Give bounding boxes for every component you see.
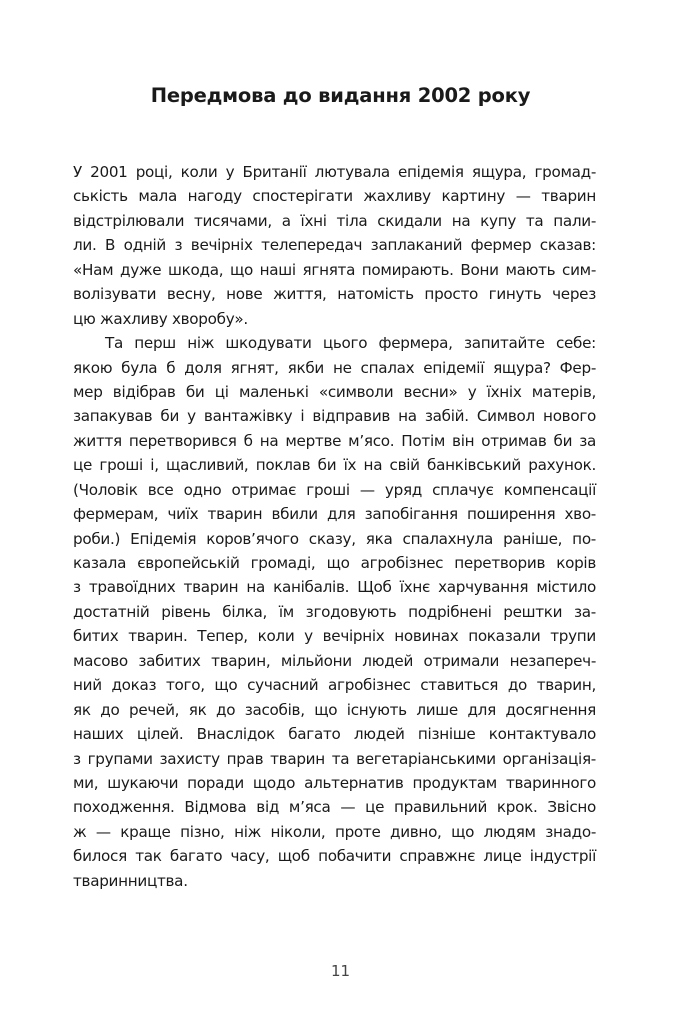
- chapter-title: Передмова до видання 2002 року: [150, 84, 531, 107]
- text-line: якою була б доля ягнят, якби не спалах епідемії ящура? Фер-: [73, 358, 596, 377]
- text-line: відстрілювали тисячами, а їхні тіла скидали на купу та пали-: [73, 211, 596, 230]
- text-line: ськість мала нагоду спостерігати жахливу картину — тварин: [73, 187, 596, 206]
- text-line: роби.) Епідемія коров’ячого сказу, яка спалахнула раніше, по-: [73, 529, 596, 548]
- text-line: життя перетворився б на мертве м’ясо. Потім він отримав би за: [73, 431, 596, 450]
- text-line: достатній рівень білка, їм згодовують подрібнені рештки за-: [73, 602, 596, 621]
- text-line: битих тварин. Тепер, коли у вечірніх новинах показали трупи: [73, 627, 596, 646]
- text-line: походження. Відмова від м’яса — це правильний крок. Звісно: [73, 798, 596, 817]
- text-line: запакував би у вантажівку і відправив на забій. Символ нового: [73, 407, 596, 426]
- text-line: ж — краще пізно, ніж ніколи, проте дивно, що людям знадо-: [73, 822, 596, 841]
- text-line: з травоїдних тварин на канібалів. Щоб їхнє харчування містило: [73, 578, 596, 597]
- text-line: мер відібрав би ці маленькі «символи весни» у їхніх матерів,: [73, 382, 596, 401]
- text-line: волізувати весну, нове життя, натомість просто гинуть через: [73, 285, 596, 304]
- text-line: Та перш ніж шкодувати цього фермера, запитайте себе:: [105, 334, 596, 353]
- text-line: як до речей, як до засобів, що існують лише для досягнення: [73, 700, 596, 719]
- text-line: билося так багато часу, щоб побачити справжнє лице індустрії: [73, 847, 596, 866]
- paragraph-1: [73, 160, 596, 331]
- text-line: з групами захисту прав тварин та вегетаріанськими організація-: [73, 749, 596, 768]
- text-line: наших цілей. Внаслідок багато людей пізніше контактувало: [73, 725, 596, 744]
- text-line: тваринництва.: [73, 871, 188, 890]
- text-line: це гроші і, щасливий, поклав би їх на свій банківський рахунок.: [73, 456, 596, 475]
- text-line: ми, шукаючи поради щодо альтернатив продуктам тваринного: [73, 773, 596, 792]
- paragraph-2: [73, 331, 596, 893]
- text-line: «Нам дуже шкода, що наші ягнята помирають. Вони мають сим-: [73, 260, 596, 279]
- page-number: 11: [330, 962, 351, 980]
- text-line: У 2001 році, коли у Британії лютувала епідемія ящура, громад-: [73, 163, 596, 181]
- body-text: [73, 160, 596, 893]
- text-line: ний доказ того, що сучасний агробізнес ставиться до тварин,: [73, 676, 596, 695]
- text-line: казала європейській громаді, що агробізнес перетворив корів: [73, 554, 596, 572]
- text-line: масово забитих тварин, мільйони людей отримали незапереч-: [73, 651, 596, 670]
- text-line: цю жахливу хворобу».: [73, 309, 248, 328]
- text-line: ли. В одній з вечірніх телепередач заплаканий фермер сказав:: [73, 236, 596, 255]
- text-line: (Чоловік все одно отримає гроші — уряд сплачує компенсації: [73, 480, 596, 499]
- text-line: фермерам, чиїх тварин вбили для запобігання поширення хво-: [73, 505, 596, 524]
